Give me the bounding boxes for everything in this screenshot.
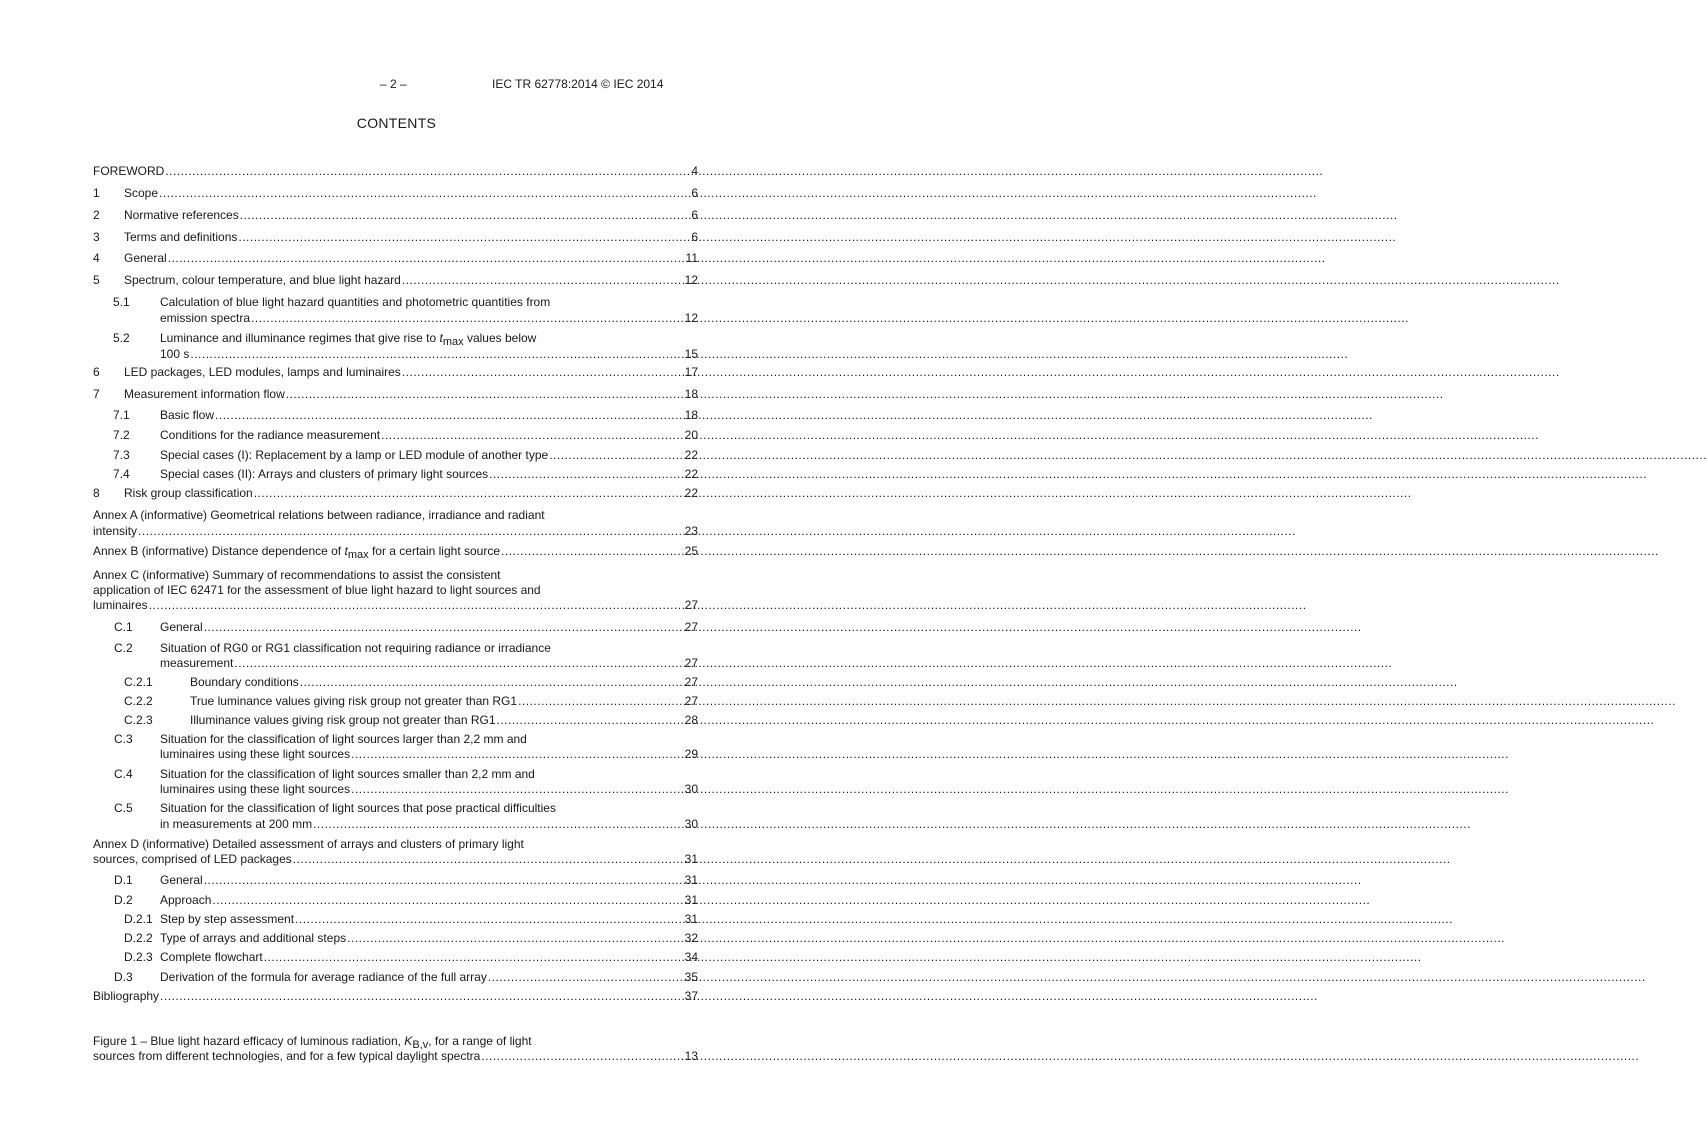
toc-entry-7-2[interactable]: [113, 428, 698, 443]
toc-page: 27: [684, 675, 698, 689]
toc-leader: [190, 347, 681, 362]
toc-entry-text: Step by step assessment: [160, 912, 295, 926]
toc-entry-text: [93, 544, 500, 559]
toc-entry-7[interactable]: [93, 387, 698, 402]
toc-leader: [501, 544, 681, 559]
toc-leader: [347, 931, 681, 946]
toc-entry-text: 100 s: [160, 347, 190, 361]
toc-number: C.3: [114, 732, 133, 746]
toc-entry-text: Bibliography: [93, 989, 160, 1003]
toc-number: 7.3: [113, 448, 130, 462]
toc-number: C.2.2: [124, 694, 153, 708]
toc-page: 13: [684, 1049, 698, 1063]
toc-leader: [286, 387, 681, 402]
toc-page: 31: [684, 912, 698, 926]
toc-entry-text: Boundary conditions: [190, 675, 299, 689]
toc-page: 31: [684, 893, 698, 907]
toc-leader: [295, 912, 681, 927]
toc-leader: [251, 311, 681, 326]
toc-leader: [159, 186, 681, 201]
toc-page: 15: [684, 347, 698, 361]
page-number: – 2 –: [380, 77, 407, 91]
toc-entry-annex-b[interactable]: [93, 544, 698, 559]
toc-entry-text: General: [124, 251, 167, 265]
toc-entry-3[interactable]: [93, 230, 698, 245]
toc-number: 5: [93, 273, 100, 287]
toc-text-part: Annex B (informative) Distance dependence of: [93, 544, 345, 558]
toc-page: 29: [684, 747, 698, 761]
toc-entry-text: Illuminance values giving risk group not greater than RG1: [190, 713, 496, 727]
toc-entry-line2: application of IEC 62471 for the assessment of blue light hazard to light sources and: [93, 583, 541, 597]
toc-page: 18: [684, 387, 698, 401]
toc-leader: [549, 448, 681, 463]
toc-entry-8[interactable]: [93, 486, 698, 501]
toc-page: 12: [684, 311, 698, 325]
toc-entry-line1: Annex C (informative) Summary of recommendations to assist the consistent: [93, 568, 501, 582]
toc-entry-text: measurement: [160, 656, 234, 670]
toc-leader: [160, 989, 681, 1004]
toc-page: 30: [684, 817, 698, 831]
figure-entry-1[interactable]: [93, 1049, 698, 1064]
toc-number: 5.1: [113, 295, 130, 309]
table-of-contents: [93, 0, 698, 1122]
toc-entry-text: Measurement information flow: [124, 387, 285, 401]
figure-entry-text: sources from different technologies, and for a few typical daylight spectra: [93, 1049, 481, 1063]
toc-number: C.4: [114, 767, 133, 781]
toc-entry-c-2[interactable]: [160, 656, 698, 671]
figure-text-part: , for a range of light: [428, 1034, 532, 1048]
toc-entry-d-2-3[interactable]: [124, 950, 698, 965]
toc-leader: [351, 782, 681, 797]
toc-entry-d-3[interactable]: [114, 970, 698, 985]
math-subscript: B,v: [412, 1039, 429, 1051]
toc-entry-text: sources, comprised of LED packages: [93, 852, 292, 866]
toc-number: C.5: [114, 801, 133, 815]
toc-entry-text: emission spectra: [160, 311, 251, 325]
toc-text-part: Luminance and illuminance regimes that give rise to: [160, 331, 440, 345]
toc-entry-text: Basic flow: [160, 408, 215, 422]
toc-page: 30: [684, 782, 698, 796]
toc-leader: [351, 747, 681, 762]
toc-number: C.2: [114, 641, 133, 655]
toc-entry-c-5[interactable]: [160, 817, 698, 832]
toc-number: 7.2: [113, 428, 130, 442]
toc-number: 1: [93, 186, 100, 200]
toc-entry-7-4[interactable]: [113, 467, 698, 482]
toc-page: 22: [684, 486, 698, 500]
toc-entry-line1: Situation for the classification of light sources that pose practical difficulties: [160, 801, 556, 815]
toc-entry-text: Conditions for the radiance measurement: [160, 428, 381, 442]
toc-number: C.2.1: [124, 675, 153, 689]
toc-entry-annex-d[interactable]: [93, 852, 698, 867]
toc-number: 2: [93, 208, 100, 222]
toc-number: 6: [93, 365, 100, 379]
toc-leader: [204, 873, 681, 888]
toc-page: 27: [684, 694, 698, 708]
math-subscript: max: [347, 549, 369, 561]
math-variable: t: [344, 544, 348, 558]
toc-page: 27: [684, 598, 698, 612]
toc-entry-5-1[interactable]: [160, 311, 698, 326]
toc-entry-line1: Situation for the classification of light sources smaller than 2,2 mm and: [160, 767, 535, 781]
toc-entry-text: Type of arrays and additional steps: [160, 931, 347, 945]
toc-number: 7: [93, 387, 100, 401]
toc-leader: [497, 713, 682, 728]
toc-entry-6[interactable]: [93, 365, 698, 380]
toc-number: C.1: [114, 620, 133, 634]
toc-leader: [204, 620, 681, 635]
toc-number: D.2.1: [124, 912, 153, 926]
toc-entry-text: Special cases (I): Replacement by a lamp or LED module of another type: [160, 448, 549, 462]
toc-entry-text: in measurements at 200 mm: [160, 817, 313, 831]
toc-entry-line1: Annex A (informative) Geometrical relations between radiance, irradiance and radiant: [93, 508, 545, 522]
toc-entry-text: luminaires: [93, 598, 148, 612]
toc-entry-foreword[interactable]: [93, 164, 698, 179]
toc-leader: [212, 893, 681, 908]
toc-entry-c-2-1[interactable]: [124, 675, 698, 690]
toc-number: D.2: [114, 893, 133, 907]
toc-entry-c-1[interactable]: [114, 620, 698, 635]
toc-number: D.3: [114, 970, 133, 984]
toc-entry-text: Spectrum, colour temperature, and blue light hazard: [124, 273, 401, 287]
toc-entry-text: luminaires using these light sources: [160, 747, 351, 761]
toc-leader: [488, 970, 681, 985]
toc-page: 18: [684, 408, 698, 422]
toc-entry-text: Special cases (II): Arrays and clusters of primary light sources: [160, 467, 489, 481]
toc-entry-7-1[interactable]: [113, 408, 698, 423]
toc-page: 11: [685, 251, 698, 265]
toc-entry-d-1[interactable]: [114, 873, 698, 888]
toc-entry-d-2[interactable]: [114, 893, 698, 908]
toc-leader: [215, 408, 681, 423]
toc-leader: [165, 164, 681, 179]
toc-entry-d-2-2[interactable]: [124, 931, 698, 946]
document-id: IEC TR 62778:2014 © IEC 2014: [492, 77, 664, 91]
toc-page: 22: [684, 448, 698, 462]
toc-entry-text: LED packages, LED modules, lamps and luminaires: [124, 365, 401, 379]
toc-page: 28: [684, 713, 698, 727]
toc-leader: [381, 428, 681, 443]
toc-leader: [489, 467, 681, 482]
toc-number: D.2.3: [124, 950, 153, 964]
toc-entry-text: True luminance values giving risk group not greater than RG1: [190, 694, 518, 708]
toc-entry-text: Terms and definitions: [124, 230, 238, 244]
toc-number: 7.4: [113, 467, 130, 481]
toc-entry-c-2-3[interactable]: [124, 713, 698, 728]
toc-entry-text: Risk group classification: [124, 486, 253, 500]
toc-entry-text: intensity: [93, 524, 138, 538]
toc-leader: [402, 365, 681, 380]
toc-number: 4: [93, 251, 100, 265]
toc-entry-c-2-2[interactable]: [124, 694, 698, 709]
toc-entry-line1: Situation of RG0 or RG1 classification not requiring radiance or irradiance: [160, 641, 551, 655]
toc-entry-1[interactable]: [93, 186, 698, 201]
toc-entry-c-4[interactable]: [160, 782, 698, 797]
toc-leader: [300, 675, 681, 690]
toc-page: 27: [684, 656, 698, 670]
toc-page: 25: [684, 544, 698, 558]
toc-entry-text: luminaires using these light sources: [160, 782, 351, 796]
toc-entry-text: FOREWORD: [93, 164, 165, 178]
toc-number: 5.2: [113, 331, 130, 345]
toc-entry-annex-a[interactable]: [93, 524, 698, 539]
page-title: CONTENTS: [356, 115, 437, 131]
figure-text-part: Figure 1 – Blue light hazard efficacy of luminous radiation,: [93, 1034, 405, 1048]
toc-entry-5[interactable]: [93, 273, 698, 288]
toc-entry-d-2-1[interactable]: [124, 912, 698, 927]
toc-entry-annex-c[interactable]: [93, 598, 698, 613]
toc-leader: [234, 656, 681, 671]
toc-leader: [240, 208, 681, 223]
toc-entry-7-3[interactable]: [113, 448, 698, 463]
toc-number: C.2.3: [124, 713, 153, 727]
toc-entry-text: Normative references: [124, 208, 239, 222]
toc-entry-text: Derivation of the formula for average radiance of the full array: [160, 970, 487, 984]
toc-entry-text: General: [160, 873, 203, 887]
math-subscript: max: [442, 336, 464, 348]
toc-leader: [138, 524, 681, 539]
toc-page: 6: [691, 230, 698, 244]
toc-entry-line1: Situation for the classification of light sources larger than 2,2 mm and: [160, 732, 527, 746]
toc-leader: [238, 230, 681, 245]
toc-entry-bibliography[interactable]: [93, 989, 698, 1004]
toc-number: 7.1: [113, 408, 130, 422]
figure-entry-line1: [93, 1034, 532, 1049]
toc-page: 22: [684, 467, 698, 481]
toc-page: 4: [691, 164, 698, 178]
toc-entry-line1: Annex D (informative) Detailed assessment of arrays and clusters of primary light: [93, 837, 524, 851]
toc-text-part: for a certain light source: [368, 544, 501, 558]
toc-number: 8: [93, 486, 100, 500]
toc-text-part: values below: [463, 331, 537, 345]
toc-page: 12: [684, 273, 698, 287]
toc-number: 3: [93, 230, 100, 244]
toc-page: 32: [684, 931, 698, 945]
toc-page: 31: [684, 852, 698, 866]
toc-entry-4[interactable]: [93, 251, 698, 266]
toc-entry-2[interactable]: [93, 208, 698, 223]
toc-leader: [293, 852, 681, 867]
toc-page: 34: [684, 950, 698, 964]
toc-number: D.2.2: [124, 931, 153, 945]
toc-entry-text: General: [160, 620, 203, 634]
toc-page: 37: [684, 989, 698, 1003]
toc-leader: [149, 598, 681, 613]
toc-page: 23: [684, 524, 698, 538]
toc-leader: [264, 950, 681, 965]
toc-entry-text: Complete flowchart: [160, 950, 263, 964]
toc-entry-text: Scope: [124, 186, 159, 200]
toc-entry-5-2[interactable]: [160, 347, 698, 362]
toc-leader: [313, 817, 681, 832]
toc-leader: [254, 486, 681, 501]
toc-leader: [168, 251, 681, 266]
toc-number: D.1: [114, 873, 133, 887]
math-variable: K: [404, 1034, 413, 1048]
math-variable: t: [439, 331, 443, 345]
toc-page: 35: [684, 970, 698, 984]
toc-entry-c-3[interactable]: [160, 747, 698, 762]
toc-page: 31: [684, 873, 698, 887]
toc-leader: [518, 694, 681, 709]
toc-page: 20: [684, 428, 698, 442]
toc-page: 6: [691, 208, 698, 222]
toc-page: 17: [684, 365, 698, 379]
toc-page: 27: [684, 620, 698, 634]
toc-entry-text: Approach: [160, 893, 212, 907]
toc-leader: [402, 273, 681, 288]
toc-page: 6: [691, 186, 698, 200]
toc-leader: [481, 1049, 681, 1064]
toc-entry-line1: Calculation of blue light hazard quantities and photometric quantities from: [160, 295, 551, 309]
toc-entry-line1: [160, 331, 536, 346]
